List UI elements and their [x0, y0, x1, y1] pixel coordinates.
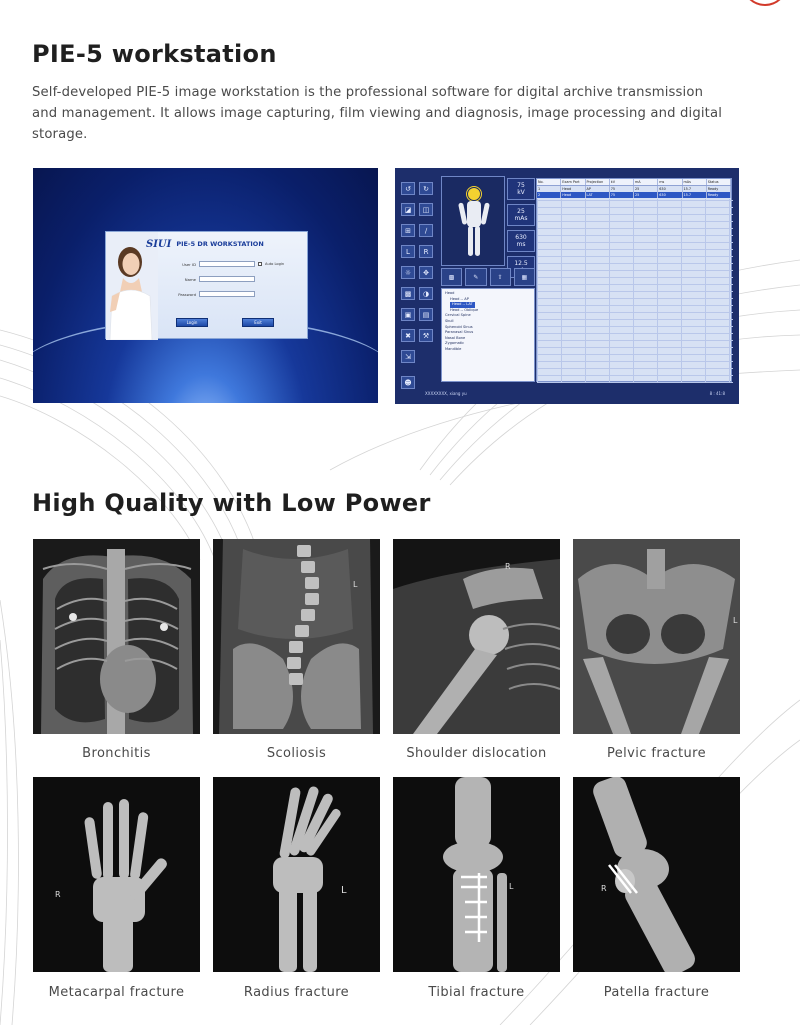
tree-item[interactable]: Skull [445, 318, 454, 323]
col-no: No. [537, 179, 561, 185]
table-cell: Head [561, 192, 585, 198]
pan-icon[interactable]: ✥ [419, 266, 433, 279]
tree-item[interactable]: Head -- AP [450, 296, 469, 301]
side-marker-r: R [601, 884, 607, 893]
table-cell: Head [561, 186, 585, 192]
login-title: PIE-5 DR WORKSTATION [176, 240, 264, 248]
rotate-right-icon[interactable]: ↻ [419, 182, 433, 195]
table-cell: 2 [537, 192, 561, 198]
user-icon[interactable]: ☻ [401, 376, 415, 389]
rotate-left-icon[interactable]: ↺ [401, 182, 415, 195]
login-button[interactable]: Login [176, 318, 208, 327]
exam-tree [441, 288, 535, 382]
password-label: Password [178, 291, 196, 297]
xray-tibial-fracture [393, 777, 560, 972]
side-marker-r: R [505, 562, 511, 571]
table-cell: AP [586, 186, 610, 192]
xray-pelvic-fracture [573, 539, 740, 734]
mirror-icon[interactable]: ◫ [419, 203, 433, 216]
mas2-value: 12.5 [514, 260, 528, 267]
edit-exam-icon[interactable]: ✎ [465, 268, 486, 286]
caption-bronchitis: Bronchitis [82, 746, 151, 761]
wrist-xray-image [213, 777, 380, 972]
pelvis-xray-image [573, 539, 740, 734]
table-cell: 25 [634, 186, 658, 192]
status-time: 8 : 41:8 [709, 390, 725, 396]
table-cell: 75 [610, 192, 634, 198]
table-grid [537, 199, 733, 383]
kv-param[interactable] [507, 178, 535, 200]
tools-icon[interactable]: ⚒ [419, 329, 433, 342]
workstation-toolbar [399, 176, 437, 387]
export-icon[interactable]: ⇲ [401, 350, 415, 363]
caption-tibial-fracture: Tibial fracture [428, 985, 525, 1000]
shoulder-xray-image [393, 539, 560, 734]
crop-icon[interactable]: ⊞ [401, 224, 415, 237]
password-field[interactable] [199, 291, 255, 297]
right-marker-icon[interactable]: R [419, 245, 433, 258]
chest-xray-image [33, 539, 200, 734]
side-marker-l: L [733, 616, 738, 625]
xray-shoulder-dislocation [393, 539, 560, 734]
table-cell: 630 [658, 192, 682, 198]
user-id-row [166, 260, 284, 268]
tree-item-selected-label: Head -- LAT [452, 302, 473, 307]
flip-icon[interactable]: ◪ [401, 203, 415, 216]
caption-patella-fracture: Patella fracture [603, 985, 710, 1000]
login-screenshot [33, 168, 378, 403]
login-dialog [105, 231, 308, 339]
name-label: Name [184, 276, 196, 282]
spine-xray-image [213, 539, 380, 734]
caption-radius-fracture: Radius fracture [243, 985, 350, 1000]
delete-icon[interactable]: ✖ [401, 329, 415, 342]
col-kv: kV [610, 179, 634, 185]
exam-table [536, 178, 732, 382]
table-cell: Ready [707, 186, 731, 192]
tree-item[interactable]: Paranasal Sinus [445, 330, 474, 335]
table-cell: LAT [586, 192, 610, 198]
table-cell: 25 [634, 192, 658, 198]
user-id-label: User ID [182, 261, 196, 267]
patella-xray-image [573, 777, 740, 972]
xray-patella-fracture [573, 777, 740, 972]
siui-logo: SIUI [146, 238, 172, 250]
col-mas: mAs [683, 179, 707, 185]
invert-icon[interactable]: ☼ [401, 266, 415, 279]
table-cell: 15.7 [683, 186, 707, 192]
login-header [146, 236, 264, 252]
auto-login-label: Auto Login [265, 262, 285, 266]
table-cell: 15.7 [683, 192, 707, 198]
body-selector-panel[interactable] [441, 176, 505, 266]
mas-param[interactable] [507, 204, 535, 226]
side-marker-l: L [353, 580, 358, 589]
col-status: Status [707, 179, 731, 185]
mas-unit: mAs [514, 215, 528, 222]
contrast-icon[interactable]: ◑ [419, 287, 433, 300]
exam-action-bar [441, 268, 535, 286]
password-row [166, 290, 255, 298]
status-user: XXXXXXXX, xiang yu [425, 390, 467, 396]
save-icon[interactable]: ▣ [401, 308, 415, 321]
corner-logo-badge [742, 0, 788, 6]
tree-item[interactable]: Head -- Oblique [450, 307, 479, 312]
ms-value: 630 [515, 234, 527, 241]
status-bar [395, 386, 739, 400]
xray-scoliosis [213, 539, 380, 734]
tree-item[interactable]: Sphenoid Sinus [445, 324, 473, 329]
col-projection: Projection [586, 179, 610, 185]
print-icon[interactable]: ▤ [419, 308, 433, 321]
col-exam-part: Exam Part [561, 179, 585, 185]
tree-item[interactable]: Zygomatic [445, 341, 465, 346]
knee-xray-image [393, 777, 560, 972]
caption-scoliosis: Scoliosis [266, 746, 327, 761]
ms-unit: ms [516, 241, 526, 248]
xray-bronchitis [33, 539, 200, 734]
tree-item[interactable]: Mandible [445, 346, 462, 351]
caption-shoulder-dislocation: Shoulder dislocation [406, 746, 547, 761]
name-row [166, 275, 255, 283]
ms-param[interactable] [507, 230, 535, 252]
left-marker-icon[interactable]: L [401, 245, 415, 258]
caption-pelvic-fracture: Pelvic fracture [607, 746, 706, 761]
side-marker-r: R [55, 890, 61, 899]
xray-metacarpal-fracture [33, 777, 200, 972]
exposure-params [507, 178, 535, 282]
upload-icon[interactable]: ⇧ [490, 268, 511, 286]
auto-login-checkbox[interactable] [258, 262, 262, 266]
xray-radius-fracture [213, 777, 380, 972]
hand-xray-image [33, 777, 200, 972]
tree-item[interactable]: Head [445, 291, 455, 295]
table-cell: 75 [610, 186, 634, 192]
grid-icon[interactable]: ▦ [514, 268, 535, 286]
table-header [537, 179, 731, 186]
add-exam-icon[interactable]: ▩ [441, 268, 462, 286]
name-field[interactable] [199, 276, 255, 282]
side-marker-l: L [509, 882, 514, 891]
tree-item[interactable]: Nasal Bone [445, 335, 466, 340]
table-cell: Ready [707, 192, 731, 198]
table-row-selected[interactable] [537, 192, 731, 198]
caption-metacarpal-fracture: Metacarpal fracture [48, 985, 185, 1000]
mas-value: 25 [517, 208, 525, 215]
window-level-icon[interactable]: ▩ [401, 287, 415, 300]
col-ma: mA [634, 179, 658, 185]
kv-value: 75 [517, 182, 525, 189]
workstation-description: Self-developed PIE-5 image workstation is the professional software for digital archive transmission and management. It allows image capturing, film viewing and diagnosis, image processing and digital storage. [32, 85, 723, 142]
body-diagram[interactable] [442, 177, 506, 267]
exit-button[interactable]: Exit [242, 318, 274, 327]
workstation-screenshot [395, 168, 739, 404]
user-id-field[interactable] [199, 261, 255, 267]
measure-icon[interactable]: ∕ [419, 224, 433, 237]
workstation-section-title: PIE-5 workstation [32, 40, 277, 68]
col-ms: ms [658, 179, 682, 185]
tree-item[interactable]: Cervical Spine [445, 313, 471, 318]
kv-unit: kV [517, 189, 525, 196]
table-cell: 630 [658, 186, 682, 192]
side-marker-l: L [341, 885, 347, 896]
quality-section-title: High Quality with Low Power [32, 489, 431, 517]
table-cell: 1 [537, 186, 561, 192]
